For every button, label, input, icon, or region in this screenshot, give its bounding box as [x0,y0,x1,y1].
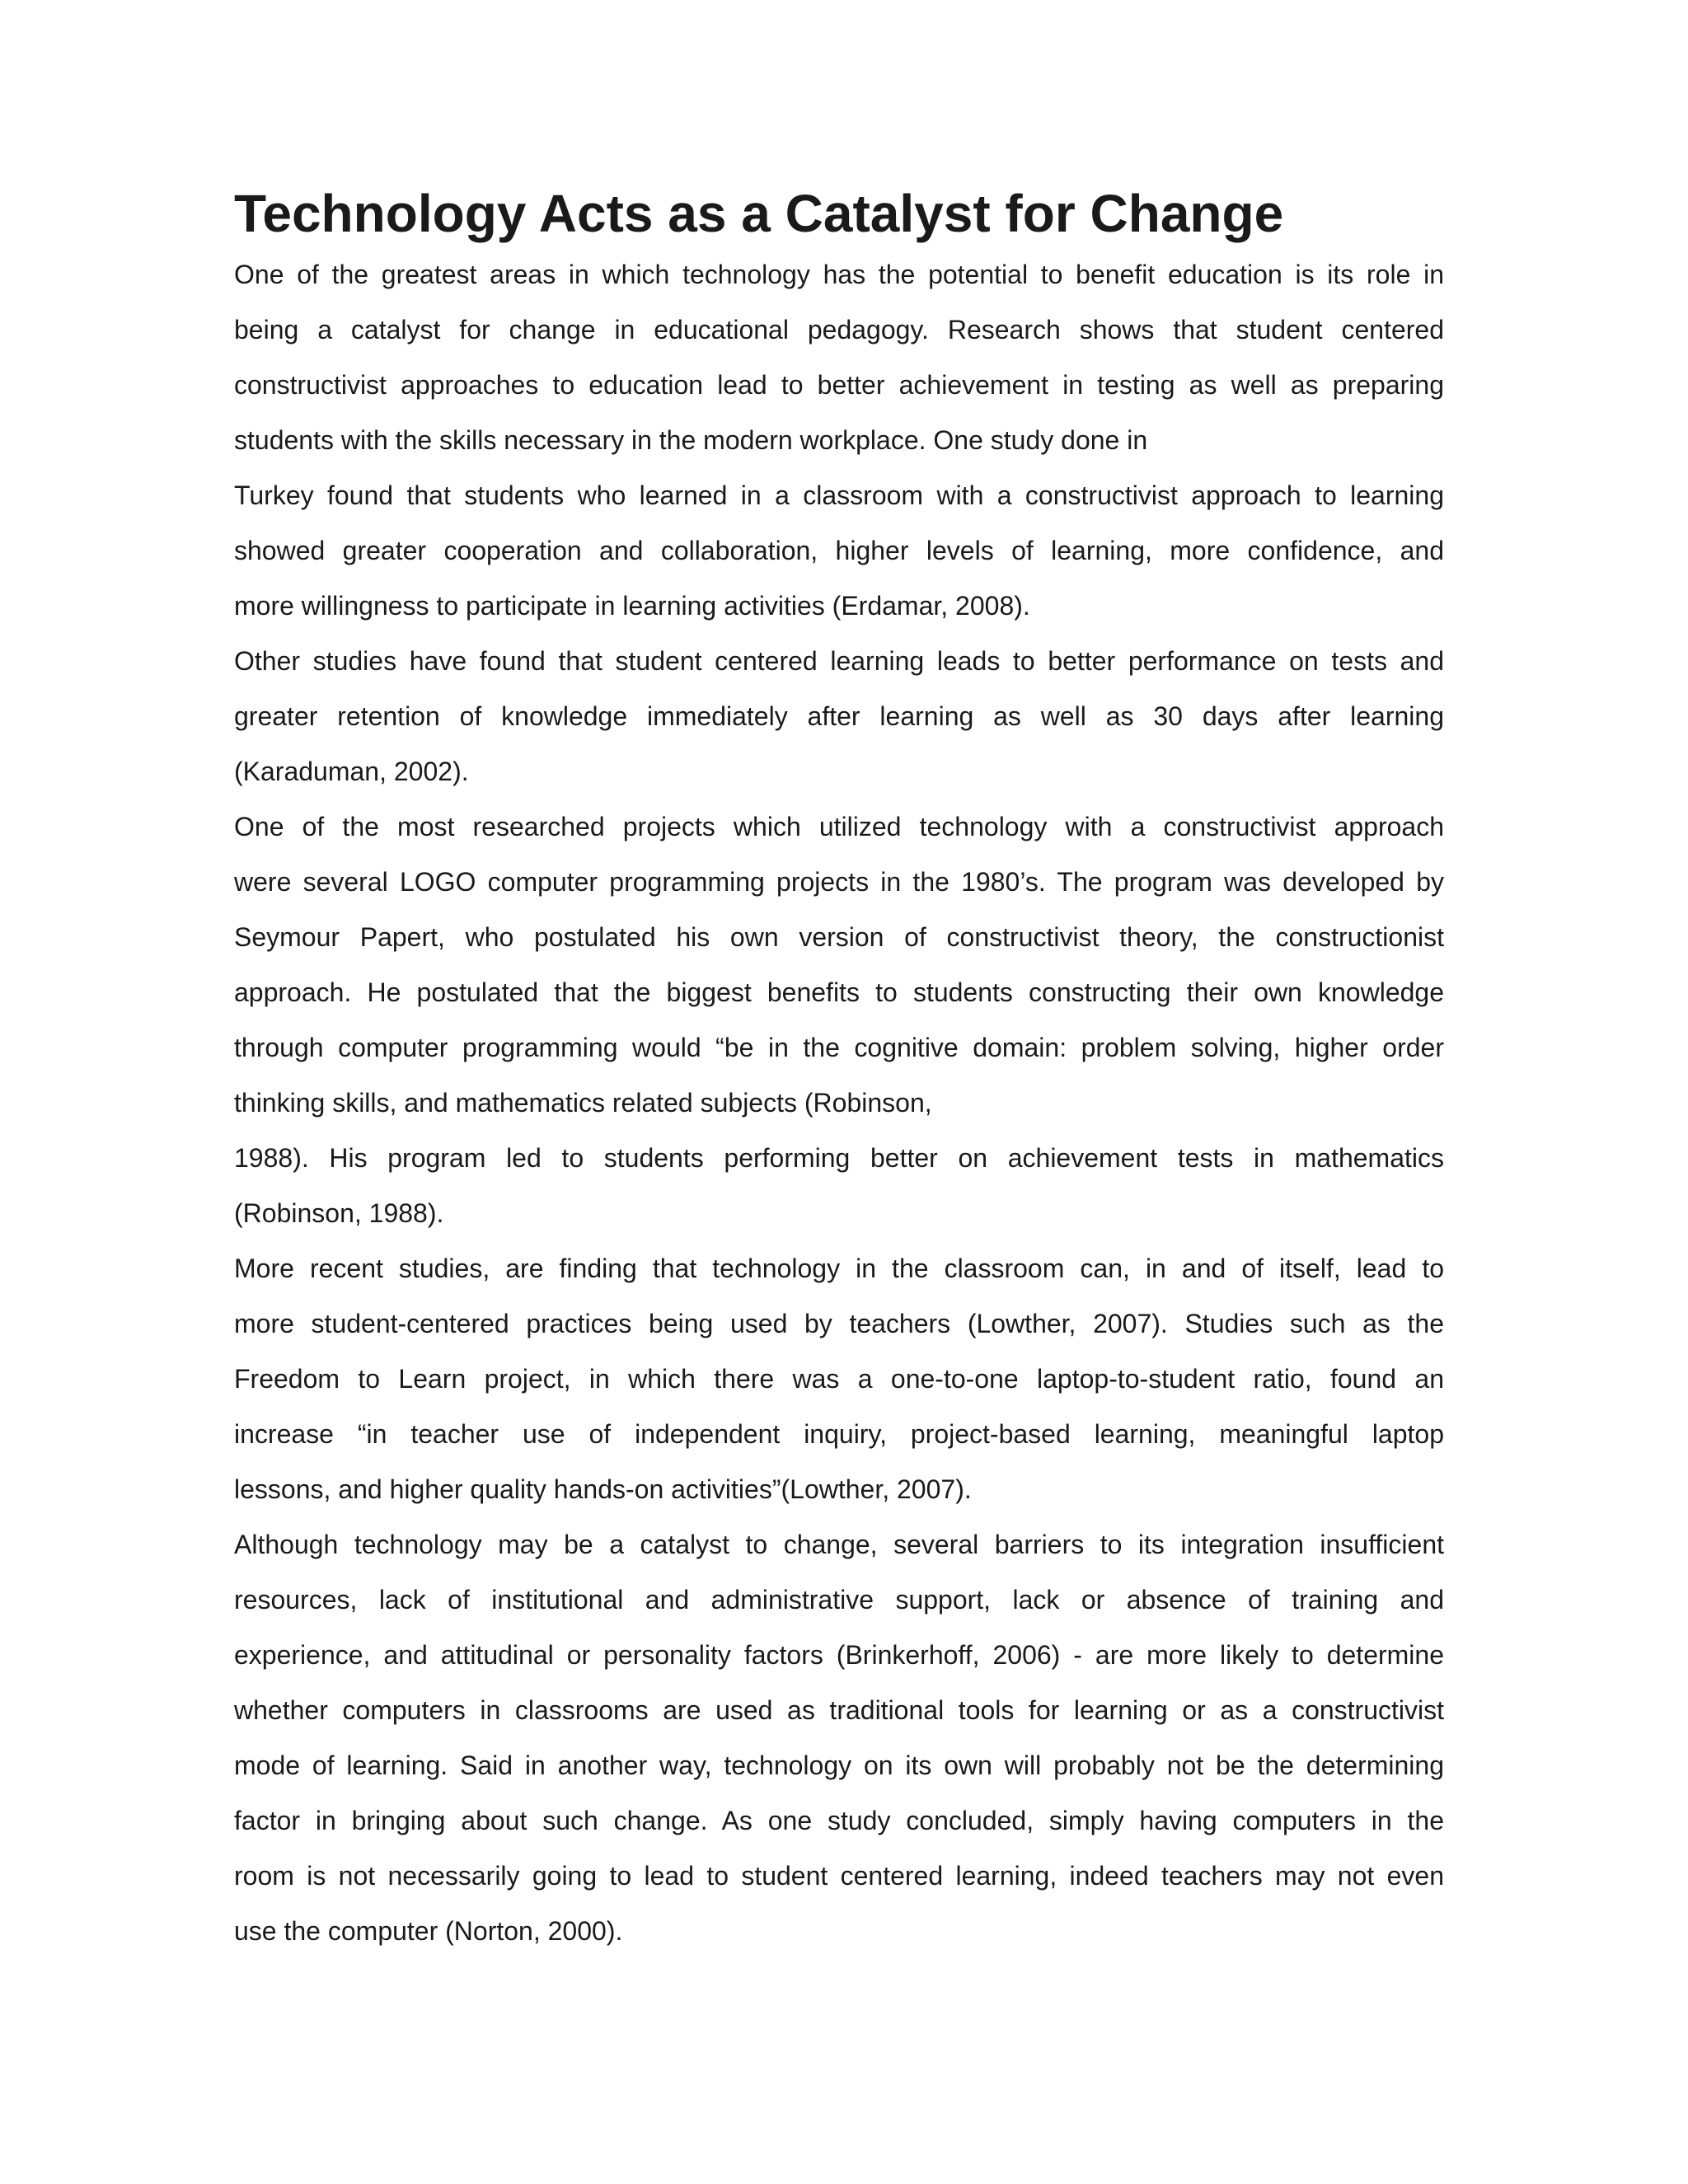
paragraph-4 [234,799,1444,1131]
text-line: mode of learning. Said in another way, technology on its own will probably not be the determining [234,1750,1444,1780]
text-line: more willingness to participate in learning activities (Erdamar, 2008). [234,591,1030,621]
text-line: were several LOGO computer programming projects in the 1980’s. The program was developed by [234,867,1444,897]
paragraph-6 [234,1241,1444,1517]
text-line: constructivist approaches to education lead to better achievement in testing as well as preparing [234,370,1444,400]
paragraph-5 [234,1131,1444,1241]
text-line: Other studies have found that student centered learning leads to better performance on tests and [234,646,1444,676]
text-line: thinking skills, and mathematics related subjects (Robinson, [234,1088,932,1118]
paragraph-7 [234,1517,1444,1959]
text-line: One of the most researched projects which utilized technology with a constructivist approach [234,812,1444,841]
text-line: through computer programming would “be in the cognitive domain: problem solving, higher order [234,1033,1444,1062]
text-line: room is not necessarily going to lead to student centered learning, indeed teachers may not even [234,1861,1444,1891]
paragraph-2 [234,468,1444,634]
text-line: greater retention of knowledge immediately after learning as well as 30 days after learning [234,701,1444,731]
text-line: more student-centered practices being used by teachers (Lowther, 2007). Studies such as the [234,1309,1444,1338]
text-line: increase “in teacher use of independent inquiry, project-based learning, meaningful laptop [234,1419,1444,1449]
text-line: lessons, and higher quality hands-on activities”(Lowther, 2007). [234,1474,972,1504]
text-line: factor in bringing about such change. As one study concluded, simply having computers in the [234,1806,1444,1835]
paragraph-1 [234,247,1444,468]
paragraph-3 [234,634,1444,799]
document-body [234,184,1444,1959]
text-line: 1988). His program led to students performing better on achievement tests in mathematics [234,1143,1444,1173]
text-line: whether computers in classrooms are used as traditional tools for learning or as a constructivist [234,1695,1444,1725]
text-line: Seymour Papert, who postulated his own version of constructivist theory, the constructionist [234,922,1444,952]
text-line: (Karaduman, 2002). [234,757,469,786]
text-line: experience, and attitudinal or personality factors (Brinkerhoff, 2006) - are more likely to determine [234,1640,1444,1670]
text-line: More recent studies, are finding that technology in the classroom can, in and of itself, lead to [234,1254,1444,1283]
text-line: Freedom to Learn project, in which there was a one-to-one laptop-to-student ratio, found an [234,1364,1444,1394]
text-line: Turkey found that students who learned in a classroom with a constructivist approach to learning [234,480,1444,510]
text-line: students with the skills necessary in the modern workplace. One study done in [234,425,1148,455]
section-heading: Technology Acts as a Catalyst for Change [234,184,1284,243]
text-line: One of the greatest areas in which technology has the potential to benefit education is its role in [234,260,1444,289]
text-line: resources, lack of institutional and administrative support, lack or absence of training and [234,1585,1444,1615]
text-line: Although technology may be a catalyst to change, several barriers to its integration insufficient [234,1530,1444,1559]
text-line: approach. He postulated that the biggest benefits to students constructing their own knowledge [234,977,1444,1007]
text-line: (Robinson, 1988). [234,1198,444,1228]
text-line: showed greater cooperation and collaboration, higher levels of learning, more confidence, and [234,536,1444,565]
text-line: use the computer (Norton, 2000). [234,1916,623,1946]
text-line: being a catalyst for change in educational pedagogy. Research shows that student centered [234,315,1444,344]
